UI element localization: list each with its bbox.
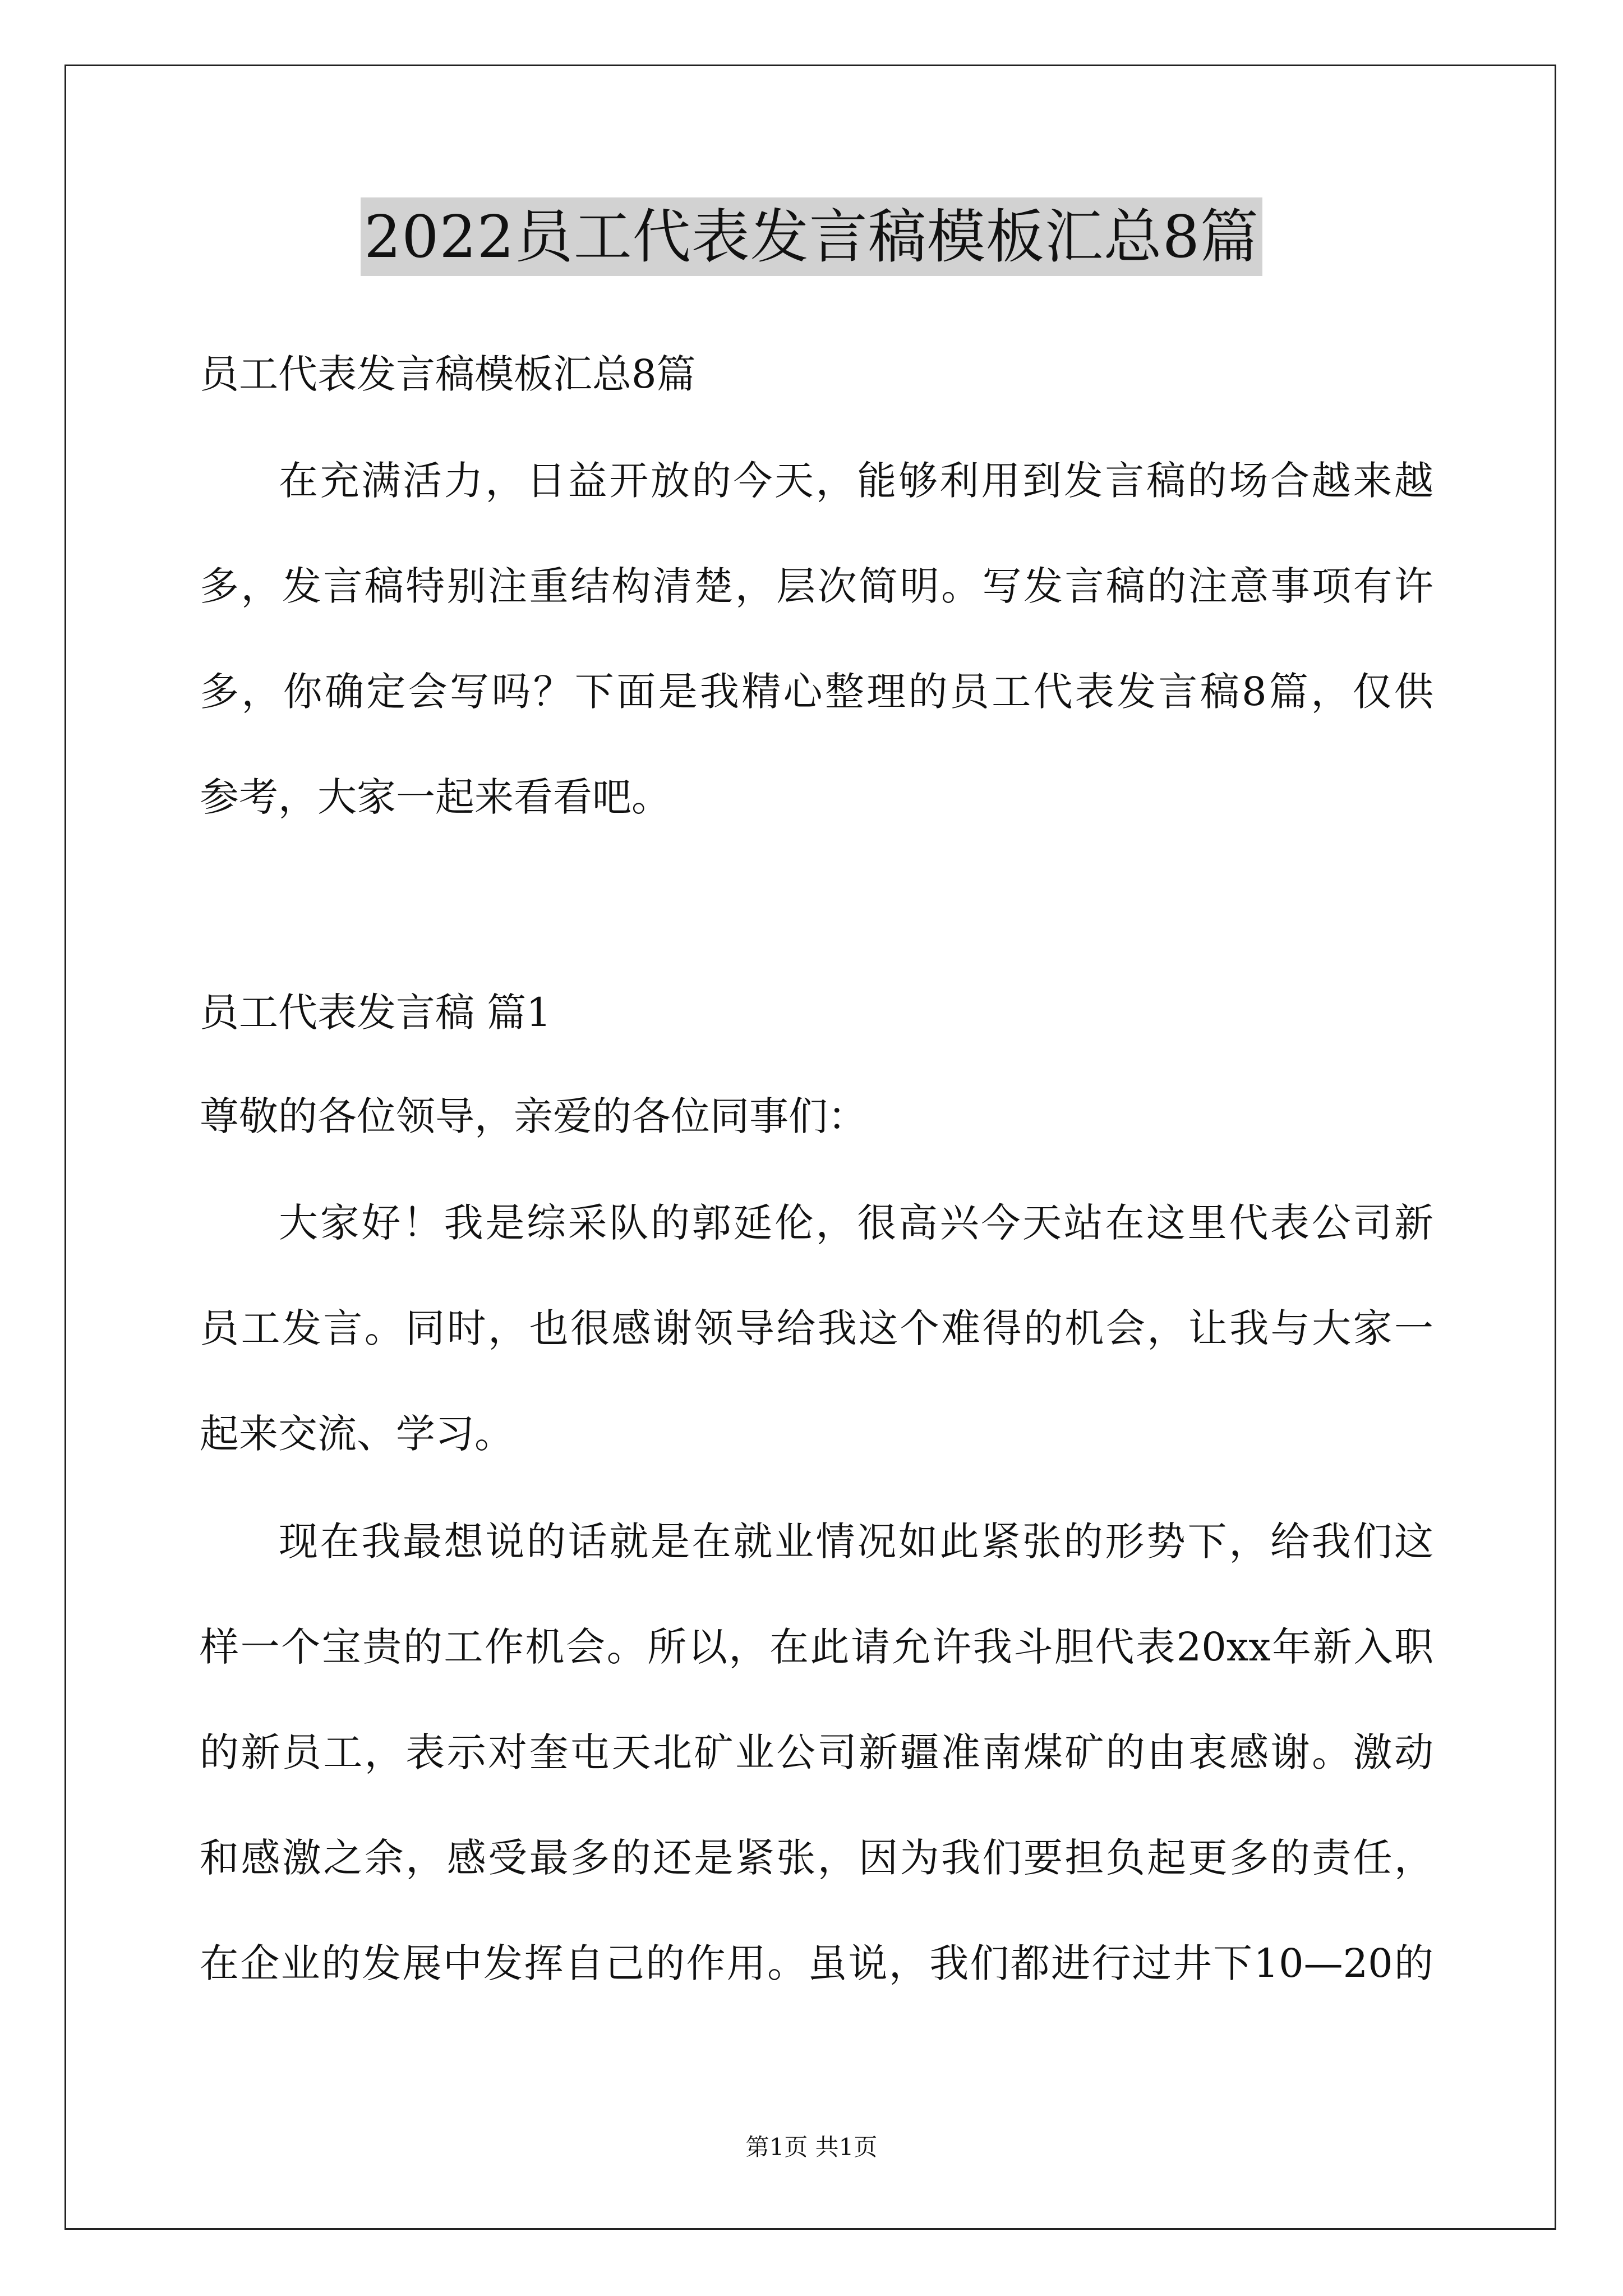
para1-line-1: 大家好！我是综采队的郭延伦，很高兴今天站在这里代表公司新 [279,1200,1433,1246]
para2-line-3: 的新员工，表示对奎屯天北矿业公司新疆准南煤矿的由衷感谢。激动 [200,1729,1433,1775]
section-heading: 员工代表发言稿 篇1 [200,990,551,1036]
intro-line-4: 参考，大家一起来看看吧。 [200,774,671,820]
intro-line-1: 在充满活力，日益开放的今天，能够利用到发言稿的场合越来越 [279,458,1433,504]
para2-line-1: 现在我最想说的话就是在就业情况如此紧张的形势下，给我们这 [279,1519,1433,1565]
intro-line-2: 多，发言稿特别注重结构清楚，层次简明。写发言稿的注意事项有许 [200,563,1433,609]
salutation: 尊敬的各位领导，亲爱的各位同事们： [200,1093,867,1139]
para1-line-3: 起来交流、学习。 [200,1411,514,1457]
para1-line-2: 员工发言。同时，也很感谢领导给我这个难得的机会，让我与大家一 [200,1305,1433,1351]
page-footer: 第1页 共1页 [745,2133,878,2161]
para2-line-5: 在企业的发展中发挥自己的作用。虽说，我们都进行过井下10—20的 [200,1940,1433,1986]
intro-line-3: 多，你确定会写吗？下面是我精心整理的员工代表发言稿8篇，仅供 [200,669,1433,715]
document-title: 2022员工代表发言稿模板汇总8篇 [361,197,1262,276]
para2-line-2: 样一个宝贵的工作机会。所以，在此请允许我斗胆代表20xx年新入职 [200,1624,1433,1670]
para2-line-4: 和感激之余，感受最多的还是紧张，因为我们要担负起更多的责任， [200,1835,1433,1881]
document-subtitle: 员工代表发言稿模板汇总8篇 [200,351,696,397]
title-wrap [0,197,1623,276]
